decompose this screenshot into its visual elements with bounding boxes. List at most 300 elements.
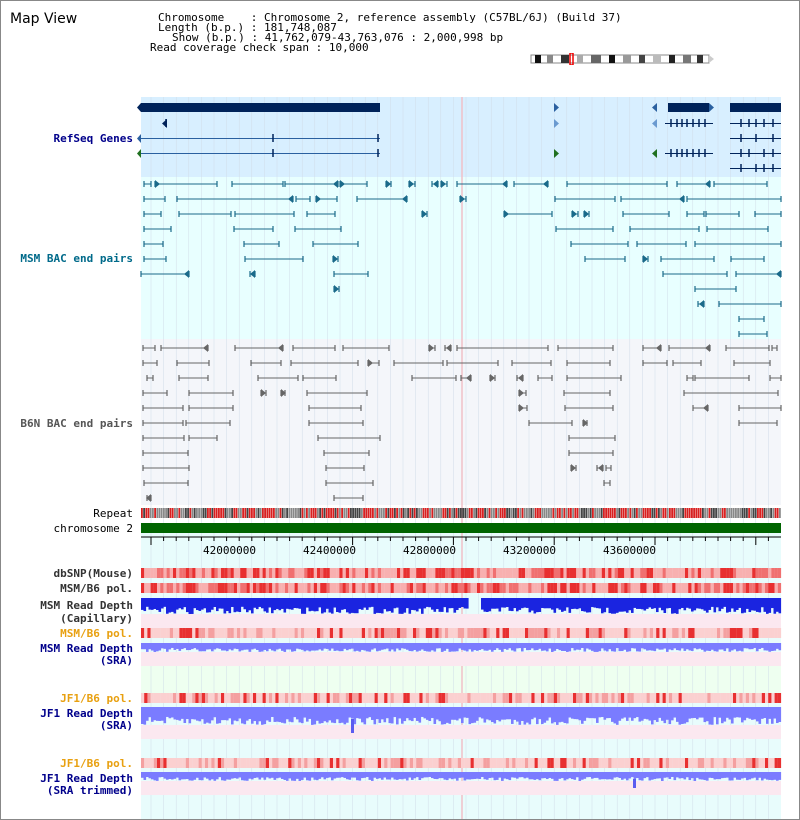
msm-sra-depth-bar [756,643,759,651]
msm-sra-depth-bar [314,643,317,651]
dbsnp-cell [237,568,240,578]
msm-sra-depth-bar [219,643,222,649]
jf1-pol-cell [663,693,666,703]
dbsnp-cell [288,568,291,578]
msm-sra-depth-bar [311,643,314,651]
msm-pol-sra-cell [659,628,662,638]
msm-sra-depth-bar [446,643,449,649]
jf1-sra-depth-bar [691,707,694,718]
track-label-msm-read-depth-cap[interactable]: MSM Read Depth [40,599,133,612]
jf1-sra-depth-bar [451,707,454,720]
jf1-pol-cell [339,693,342,703]
track-label-refseq[interactable]: RefSeq Genes [53,132,133,145]
repeat-element [222,508,224,518]
jf1-sra-depth-bar [414,707,417,718]
jf1-sra-depth-bar [476,707,479,721]
jf1-trim-depth-bar [326,772,329,778]
track-label-jf1-b6-pol-1[interactable]: JF1/B6 pol. [60,692,133,705]
msm-cap-depth-bar [299,598,302,609]
msm-sra-depth-bar [406,643,409,650]
jf1-trim-depth-bar [181,772,184,779]
msm-cap-depth-bar [561,598,564,612]
msm-cap-depth-bar [266,598,269,613]
jf1-trim-depth-bar [431,772,434,778]
jf1-pol-cell [349,693,352,703]
jf1-trim-depth-bar [724,772,727,778]
msm-pol-sra-cell [551,628,554,638]
jf1-trim-depth-bar [184,772,187,779]
msm-pol-cell [557,583,560,593]
msm-pol-cell [611,583,614,593]
msm-pol-sra-cell [410,628,413,638]
msm-cap-depth-bar [331,598,334,614]
jf1-sra-depth-bar [741,707,744,722]
dbsnp-cell [458,568,461,578]
msm-sra-depth-bar [709,643,712,651]
jf1-sra-depth-bar [339,707,342,723]
repeat-element [368,508,370,518]
msm-pol-cell [144,583,147,593]
jf1-pol-trim-cell [650,758,653,768]
jf1-pol-trim-cell [730,758,733,768]
msm-pol-sra-cell [778,628,781,638]
jf1-pol-cell [263,693,266,703]
repeat-element [431,508,433,518]
repeat-element [456,508,458,518]
msm-cap-depth-bar [506,598,509,607]
repeat-element [297,508,299,518]
msm-cap-depth-bar [489,598,492,611]
jf1-pol-cell [458,693,461,703]
jf1-trim-depth-bar [666,772,669,777]
msm-cap-depth-bar [646,598,649,609]
msm-cap-depth-bar [584,598,587,612]
msm-pol-cell [759,583,762,593]
msm-cap-depth-bar [734,598,737,612]
msm-sra-depth-bar [426,643,429,651]
msm-pol-sra-cell [179,628,182,638]
msm-sra-depth-bar [694,643,697,648]
jf1-sra-depth-bar [374,707,377,724]
msm-sra-depth-bar [759,643,762,649]
jf1-pol-trim-cell [407,758,410,768]
msm-sra-depth-bar [706,643,709,651]
msm-pol-cell [275,583,278,593]
msm-sra-depth-bar [714,643,717,651]
jf1-sra-depth-bar [606,707,609,718]
jf1-pol-trim-cell [583,758,586,768]
dbsnp-cell [183,568,186,578]
dbsnp-cell [631,568,634,578]
jf1-sra-depth-bar [731,707,734,724]
jf1-pol-cell [515,693,518,703]
jf1-pol-cell [499,693,502,703]
jf1-sra-depth-bar [491,707,494,722]
jf1-trim-depth-bar [379,772,382,778]
msm-sra-depth-bar [244,643,247,650]
repeat-element [497,508,499,518]
msm-pol-cell [263,583,266,593]
jf1-pol-trim-cell [269,758,272,768]
repeat-element [592,508,594,518]
msm-sra-depth-bar-bg [141,652,781,666]
jf1-trim-depth-bar [496,772,499,780]
jf1-pol-cell [522,693,525,703]
jf1-sra-depth-bar [581,707,584,724]
jf1-pol-cell [451,693,454,703]
jf1-sra-depth-bar [199,707,202,721]
b6n-bac-bg [141,339,781,505]
repeat-element [275,508,277,518]
repeat-element [528,508,530,518]
msm-cap-depth-bar [709,598,712,610]
track-label-msm-b6-pol-1[interactable]: MSM/B6 pol. [60,582,133,595]
msm-sra-depth-bar [361,643,364,650]
msm-sra-depth-bar [259,643,262,652]
msm-sra-depth-bar [606,643,609,651]
msm-pol-cell [451,583,454,593]
msm-pol-sra-cell [458,628,461,638]
dbsnp-cell [167,568,170,578]
msm-sra-depth-bar [226,643,229,651]
repeat-element [563,508,565,518]
repeat-element [533,508,535,518]
jf1-pol-trim-cell [490,758,493,768]
msm-cap-depth-bar [761,598,764,607]
jf1-trim-depth-bar [161,772,164,777]
dbsnp-cell [285,568,288,578]
msm-pol-cell [247,583,250,593]
msm-pol-sra-cell [455,628,458,638]
jf1-sra-depth-bar [421,707,424,717]
repeat-element [508,508,510,518]
msm-cap-depth-bar [769,598,772,613]
msm-cap-depth-bar [654,598,657,608]
track-label-b6n-bac[interactable]: B6N BAC end pairs [20,417,133,430]
msm-pol-sra-cell [445,628,448,638]
jf1-sra-depth-bar [434,707,437,724]
jf1-pol-cell [583,693,586,703]
repeat-element [264,508,266,518]
jf1-sra-depth-bar [266,707,269,720]
jf1-pol-cell [615,693,618,703]
dbsnp-cell [352,568,355,578]
jf1-sra-depth-bar [214,707,217,717]
jf1-pol-trim-cell [749,758,752,768]
repeat-element [352,508,354,518]
repeat-element [170,508,172,518]
repeat-element [742,508,744,518]
dbsnp-cell [275,568,278,578]
msm-pol-sra-cell [167,628,170,638]
jf1-pol-trim-cell [503,758,506,768]
repeat-element [764,508,766,518]
msm-pol-cell [183,583,186,593]
jf1-trim-depth-bar [421,772,424,778]
msm-pol-sra-cell [586,628,589,638]
repeat-element [350,508,352,518]
msm-sra-depth-bar [146,643,149,652]
msm-pol-cell [304,583,307,593]
axis-tick-label: 42400000 [303,544,356,557]
msm-sra-depth-bar [674,643,677,648]
msm-pol-sra-cell [327,628,330,638]
msm-sra-depth-bar [579,643,582,650]
jf1-sra-depth-bar [404,707,407,721]
msm-sra-depth-bar [544,643,547,650]
jf1-trim-depth-bar [214,772,217,781]
msm-pol-cell [387,583,390,593]
msm-sra-depth-bar [371,643,374,650]
dbsnp-cell [170,568,173,578]
msm-sra-depth-bar [256,643,259,650]
dbsnp-cell [157,568,160,578]
jf1-trim-depth-bar [779,772,782,780]
track-label-jf1-read-depth-sra[interactable]: JF1 Read Depth [40,707,133,720]
msm-pol-cell [407,583,410,593]
jf1-sra-depth-bar [501,707,504,720]
track-label-repeat[interactable]: Repeat [93,507,133,520]
msm-pol-cell [570,583,573,593]
jf1-pol-trim-cell [685,758,688,768]
msm-pol-cell [173,583,176,593]
msm-cap-depth-bar [159,598,162,612]
jf1-trim-depth-bar [569,772,572,778]
jf1-pol-trim-cell [458,758,461,768]
jf1-pol-cell [192,693,195,703]
jf1-sra-depth-bar [609,707,612,718]
coverage-info: Read coverage check span : 10,000 [150,41,369,54]
jf1-trim-depth-bar [276,772,279,778]
jf1-sra-depth-bar [496,707,499,720]
repeat-element [420,508,422,518]
repeat-element [306,508,308,518]
jf1-trim-depth-bar [489,772,492,778]
msm-sra-depth-bar [559,643,562,650]
track-label-msm-read-depth-sra[interactable]: MSM Read Depth [40,642,133,655]
jf1-sra-depth-bar [244,707,247,724]
msm-sra-depth-bar [409,643,412,651]
jf1-pol-cell [317,693,320,703]
jf1-trim-depth-bar [444,772,447,780]
show-value: 41,762,079-43,763,076 : 2,000,998 bp [264,31,504,44]
jf1-pol-trim-cell [448,758,451,768]
dbsnp-cell [519,568,522,578]
msm-pol-cell [346,583,349,593]
jf1-trim-depth-bar [266,772,269,777]
msm-pol-sra-cell [647,628,650,638]
track-label-dbsnp[interactable]: dbSNP(Mouse) [53,567,133,580]
dbsnp-cell [173,568,176,578]
dbsnp-cell [688,568,691,578]
repeat-element [412,508,414,518]
msm-sra-depth-bar [711,643,714,650]
jf1-sra-depth-bar [546,707,549,721]
msm-pol-sra-cell [746,628,749,638]
repeat-element [704,508,706,518]
jf1-pol-trim-cell [295,758,298,768]
jf1-trim-depth-bar [584,772,587,779]
msm-pol-cell [631,583,634,593]
msm-pol-sra-cell [378,628,381,638]
msm-pol-sra-cell [499,628,502,638]
msm-pol-sra-cell [605,628,608,638]
repeat-element [414,508,416,518]
dbsnp-cell [570,568,573,578]
msm-pol-sra-cell [519,628,522,638]
jf1-sra-depth-bar [191,707,194,719]
dbsnp-cell [506,568,509,578]
jf1-trim-depth-bar [581,772,584,780]
repeat-track[interactable] [141,508,781,518]
jf1-pol-trim-cell [317,758,320,768]
jf1-pol-trim-cell [480,758,483,768]
jf1-pol-trim-cell [768,758,771,768]
repeat-element [253,508,255,518]
msm-sra-depth-bar [654,643,657,651]
msm-pol-cell [160,583,163,593]
msm-pol-cell [624,583,627,593]
jf1-trim-depth-bar [339,772,342,778]
jf1-sra-depth-bar [521,707,524,721]
dbsnp-cell [771,568,774,578]
repeat-element [332,508,334,518]
dbsnp-cell [208,568,211,578]
msm-cap-depth-bar [279,598,282,610]
msm-cap-depth-bar [684,598,687,610]
msm-pol-sra-cell [314,628,317,638]
dbsnp-cell [202,568,205,578]
jf1-sra-depth-bar [284,707,287,723]
jf1-sra-depth-bar [189,707,192,723]
msm-cap-depth-bar [344,598,347,609]
msm-cap-depth-bar [514,598,517,608]
msm-sra-depth-bar [604,643,607,651]
msm-sra-depth-bar [196,643,199,650]
msm-pol-cell [704,583,707,593]
genome-track-area[interactable] [1,1,799,819]
msm-pol-cell [192,583,195,593]
repeat-element [159,508,161,518]
jf1-trim-depth-bar [456,772,459,781]
msm-cap-depth-bar [599,598,602,608]
jf1-sra-depth-bar [316,707,319,721]
repeat-element [737,508,739,518]
msm-pol-cell [455,583,458,593]
msm-pol-cell [509,583,512,593]
repeat-element [627,508,629,518]
jf1-trim-depth-bar [226,772,229,779]
repeat-element [409,508,411,518]
track-label-chromosome[interactable]: chromosome 2 [53,522,133,535]
jf1-trim-depth-bar [231,772,234,779]
jf1-sra-depth-bar [376,707,379,719]
jf1-sra-depth-bar [604,707,607,720]
msm-sra-depth-bar [696,643,699,649]
repeat-element [277,508,279,518]
msm-pol-sra-cell [762,628,765,638]
msm-cap-depth-bar [574,598,577,609]
msm-pol-cell [349,583,352,593]
track-label-msm-b6-pol-2[interactable]: MSM/B6 pol. [60,627,133,640]
jf1-pol-cell [701,693,704,703]
jf1-sra-depth-bar [676,707,679,722]
msm-pol-sra-cell [627,628,630,638]
jf1-pol-cell [714,693,717,703]
jf1-sra-depth-bar [634,707,637,718]
msm-cap-depth-bar [226,598,229,611]
msm-pol-cell [711,583,714,593]
jf1-trim-depth-bar [519,772,522,777]
jf1-sra-depth-bar [224,707,227,720]
dbsnp-cell [538,568,541,578]
dbsnp-cell [727,568,730,578]
msm-sra-depth-bar [416,643,419,652]
msm-pol-cell [685,583,688,593]
repeat-element [145,508,147,518]
msm-sra-depth-bar [556,643,559,649]
repeat-element [357,508,359,518]
coverage-value: 10,000 [328,41,369,54]
jf1-pol-cell [154,693,157,703]
chromosome-bar[interactable] [141,523,781,533]
jf1-pol-cell [711,693,714,703]
msm-pol-cell [211,583,214,593]
msm-pol-sra-cell [394,628,397,638]
jf1-trim-depth-bar [429,772,432,777]
jf1-sra-depth-bar [624,707,627,718]
jf1-pol-cell [439,693,442,703]
dbsnp-cell [336,568,339,578]
jf1-sra-depth-bar [659,707,662,718]
msm-pol-sra-cell [672,628,675,638]
msm-cap-depth-bar [156,598,159,610]
msm-pol-cell [515,583,518,593]
msm-cap-depth-bar [624,598,627,611]
jf1-trim-depth-bar [499,772,502,778]
jf1-pol-cell [483,693,486,703]
jf1-pol-cell [765,693,768,703]
msm-pol-sra-cell [666,628,669,638]
msm-pol-cell [157,583,160,593]
jf1-trim-depth-bar [726,772,729,778]
msm-pol-cell [314,583,317,593]
track-label-jf1-b6-pol-2[interactable]: JF1/B6 pol. [60,757,133,770]
msm-pol-sra-cell [583,628,586,638]
msm-cap-depth-bar [281,598,284,609]
jf1-trim-depth-bar [249,772,252,779]
jf1-trim-depth-bar [696,772,699,778]
track-label-jf1-read-depth-trim[interactable]: JF1 Read Depth [40,772,133,785]
repeat-element [746,508,748,518]
msm-pol-cell [413,583,416,593]
jf1-pol-trim-cell [215,758,218,768]
msm-pol-cell [723,583,726,593]
msm-sra-depth-bar [321,643,324,651]
msm-pol-cell [250,583,253,593]
msm-pol-cell [371,583,374,593]
jf1-pol-trim-cell [368,758,371,768]
msm-cap-depth-bar [194,598,197,608]
track-label-msm-bac[interactable]: MSM BAC end pairs [20,252,133,265]
jf1-trim-depth-bar [514,772,517,778]
msm-pol-sra-cell [285,628,288,638]
repeat-element [493,508,495,518]
msm-pol-sra-cell [656,628,659,638]
msm-sra-depth-bar [611,643,614,651]
jf1-sra-depth-bar [694,707,697,718]
jf1-pol-cell [589,693,592,703]
